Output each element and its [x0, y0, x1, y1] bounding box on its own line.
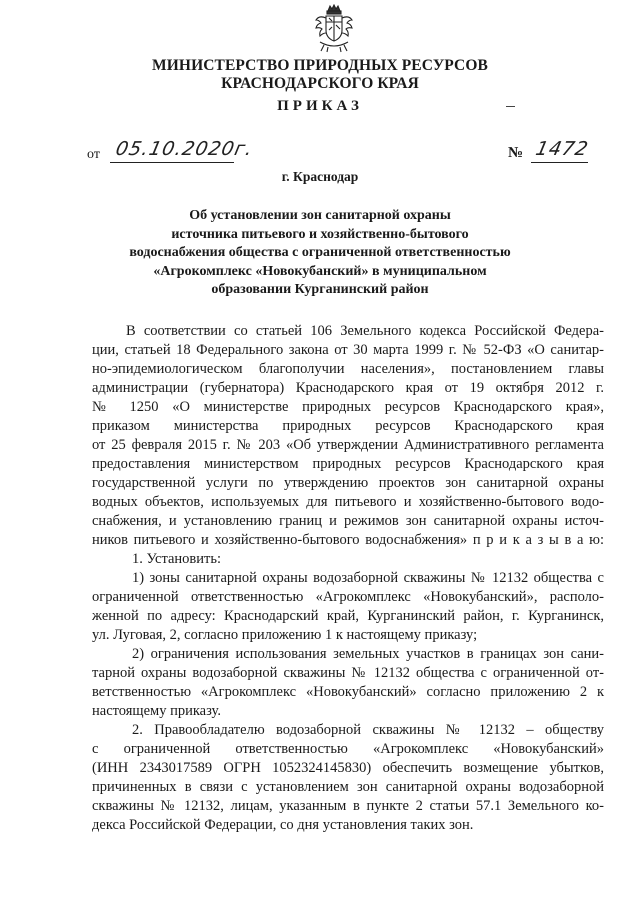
body-line: приказом министерства природных ресурсов Краснодарского края: [92, 418, 604, 434]
body-line: женной по адресу: Краснодарский край, Курганинский район, г. Курганинск,: [92, 608, 604, 624]
body-line: В соответствии со статьей 106 Земельного кодекса Российской Федера-: [126, 323, 604, 339]
document-type: ПРИКАЗ: [277, 98, 363, 114]
body-line: (ИНН 2343017589 ОГРН 1052324145830) обеспечить возмещение убытков,: [92, 760, 604, 776]
ministry-name-line1: МИНИСТЕРСТВО ПРИРОДНЫХ РЕСУРСОВ: [152, 57, 488, 74]
city-name: г. Краснодар: [281, 169, 359, 184]
date-underline: [110, 162, 234, 163]
ministry-name-line2: КРАСНОДАРСКОГО КРАЯ: [221, 75, 419, 92]
body-line: ограниченной ответственностью «Агрокомплекс «Новокубанский», располо-: [92, 589, 604, 605]
document-title-line: источника питьевого и хозяйственно-бытового: [171, 226, 469, 242]
body-line: настоящему приказу.: [92, 703, 221, 719]
body-line: с ограниченной ответственностью «Агрокомплекс «Новокубанский»: [92, 741, 604, 757]
body-line: 2. Правообладателю водозаборной скважины № 12132 – обществу: [132, 722, 604, 738]
decorative-dash: [506, 106, 515, 107]
document-title-line: водоснабжения общества с ограниченной ответственностью: [129, 245, 511, 260]
document-title-line: «Агрокомплекс «Новокубанский» в муниципальном: [153, 263, 487, 279]
body-line: ников питьевого и хозяйственно-бытового водоснабжения» п р и к а з ы в а ю:: [92, 532, 604, 548]
body-line: 1. Установить:: [132, 551, 222, 567]
document-title-line: образовании Курганинский район: [211, 282, 429, 297]
body-line: водных объектов, используемых для питьевого и хозяйственно-бытового водо-: [92, 494, 604, 510]
body-line: государственной услуги по утверждению проектов зон санитарной охраны: [92, 475, 604, 491]
body-line: декса Российской Федерации, со дня установления таких зон.: [92, 817, 474, 833]
handwritten-date: 05.10.2020г.: [113, 138, 256, 160]
body-line: от 25 февраля 2015 г. № 203 «Об утверждении Административного регламента: [92, 437, 604, 453]
coat-of-arms-icon: [314, 4, 354, 54]
body-line: № 1250 «О министерстве природных ресурсов Краснодарского края»,: [92, 399, 604, 415]
body-line: но-эпидемиологическом благополучии населения», постановлением главы: [92, 361, 604, 377]
body-line: 2) ограничения использования земельных участков в границах зон сани-: [132, 646, 604, 662]
body-line: предоставления министерством природных ресурсов Краснодарского края: [92, 456, 604, 472]
body-line: ветственностью «Агрокомплекс «Новокубанский» согласно приложению 2 к: [92, 684, 604, 700]
body-line: администрации (губернатора) Краснодарского края от 19 октября 2012 г.: [92, 380, 604, 396]
handwritten-number: 1472: [533, 138, 591, 160]
body-line: 1) зоны санитарной охраны водозаборной скважины № 12132 общества с: [132, 570, 604, 586]
body-line: тарной охраны водозаборной скважины № 12132 общества с ограниченной от-: [92, 665, 604, 681]
number-underline: [531, 162, 588, 163]
document-title-line: Об установлении зон санитарной охраны: [189, 208, 451, 223]
body-line: снабжения, и установлению границ и режимов зон санитарной охраны источ-: [92, 513, 604, 529]
body-line: ул. Луговая, 2, согласно приложению 1 к настоящему приказу;: [92, 627, 478, 643]
body-line: причиненных в связи с установлением зон санитарной охраны водозаборной: [92, 779, 604, 795]
number-prefix: №: [508, 145, 524, 161]
body-line: ции, статьей 18 Федерального закона от 30 марта 1999 г. № 52-ФЗ «О санитар-: [92, 342, 604, 358]
body-line: скважины № 12132, лицам, указанным в пункте 2 статьи 57.1 Земельного ко-: [92, 798, 604, 814]
date-prefix: от: [87, 147, 100, 162]
